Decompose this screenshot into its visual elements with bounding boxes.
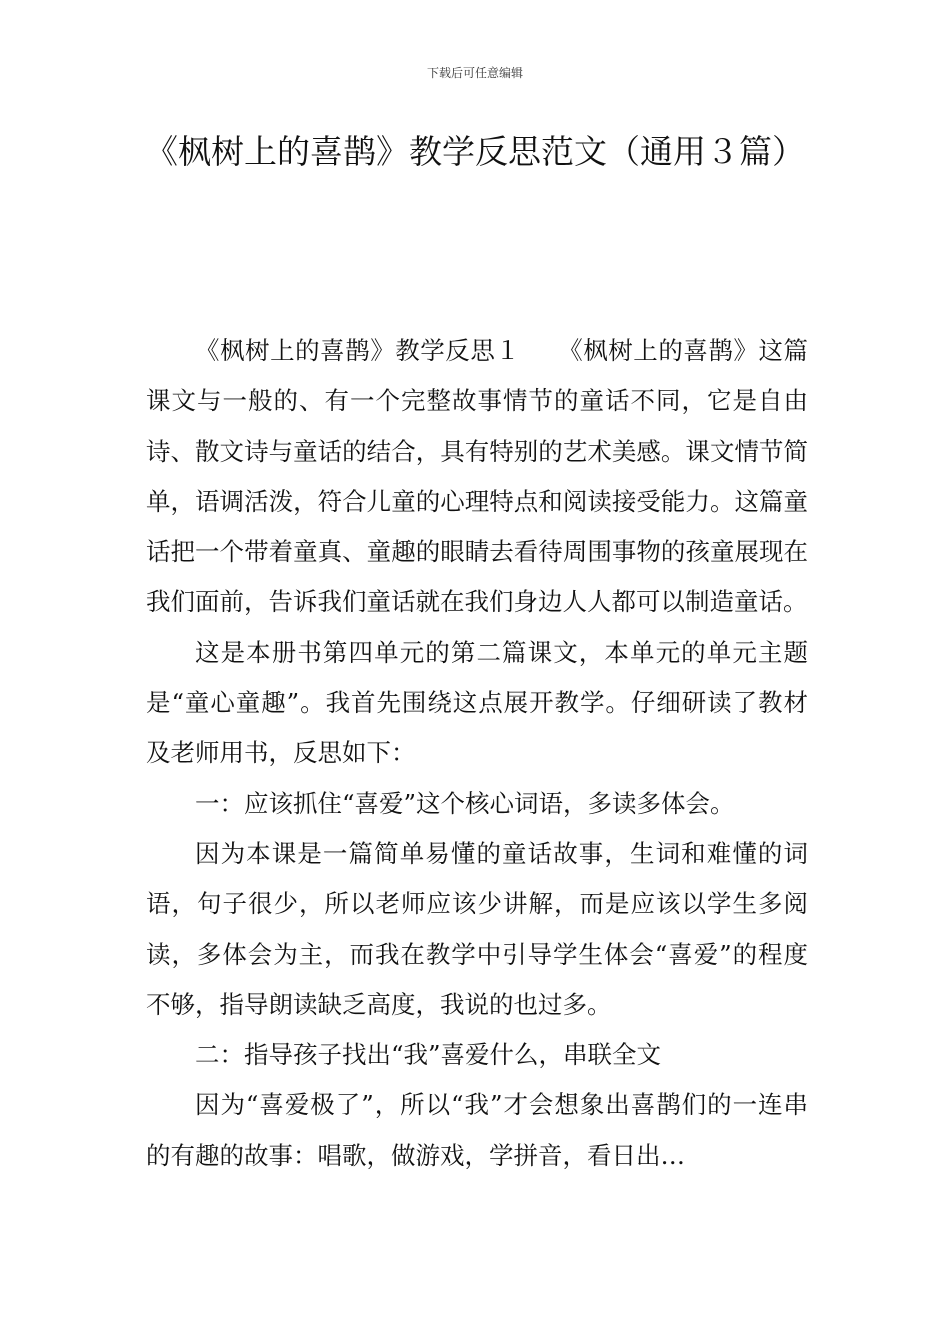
paragraph: 一：应该抓住“喜爱”这个核心词语，多读多体会。 bbox=[195, 788, 735, 818]
paragraph: 因为本课是一篇简单易懂的童话故事，生词和难懂的词语，句子很少，所以老师应该少讲解，而是应该以学生多阅读，多体会为主，而我在教学中引导学生体会“喜爱”的程度不够，指导朗读缺乏高度，我说的也过多。 bbox=[146, 838, 808, 1019]
paragraph: 这是本册书第四单元的第二篇课文，本单元的单元主题是“童心童趣”。我首先围绕这点展开教学。仔细研读了教材及老师用书，反思如下： bbox=[146, 637, 808, 768]
document-body bbox=[146, 326, 808, 1181]
paragraph: 《枫树上的喜鹊》教学反思１ 《枫树上的喜鹊》这篇课文与一般的、有一个完整故事情节的童话不同，它是自由诗、散文诗与童话的结合，具有特别的艺术美感。课文情节简单，语调活泼，符合儿童的心理特点和阅读接受能力。这篇童话把一个带着童真、童趣的眼睛去看待周围事物的孩童展现在我们面前，告诉我们童话就在我们身边人人都可以制造童话。 bbox=[146, 336, 808, 617]
document-title: 《枫树上的喜鹊》教学反思范文（通用３篇） bbox=[145, 132, 805, 171]
paragraph: 二：指导孩子找出“我”喜爱什么，串联全文 bbox=[195, 1040, 662, 1070]
header-note: 下载后可任意编辑 bbox=[426, 66, 523, 80]
paragraph: 因为“喜爱极了”，所以“我”才会想象出喜鹊们的一连串的有趣的故事：唱歌，做游戏，学拼音，看日出… bbox=[146, 1090, 808, 1170]
